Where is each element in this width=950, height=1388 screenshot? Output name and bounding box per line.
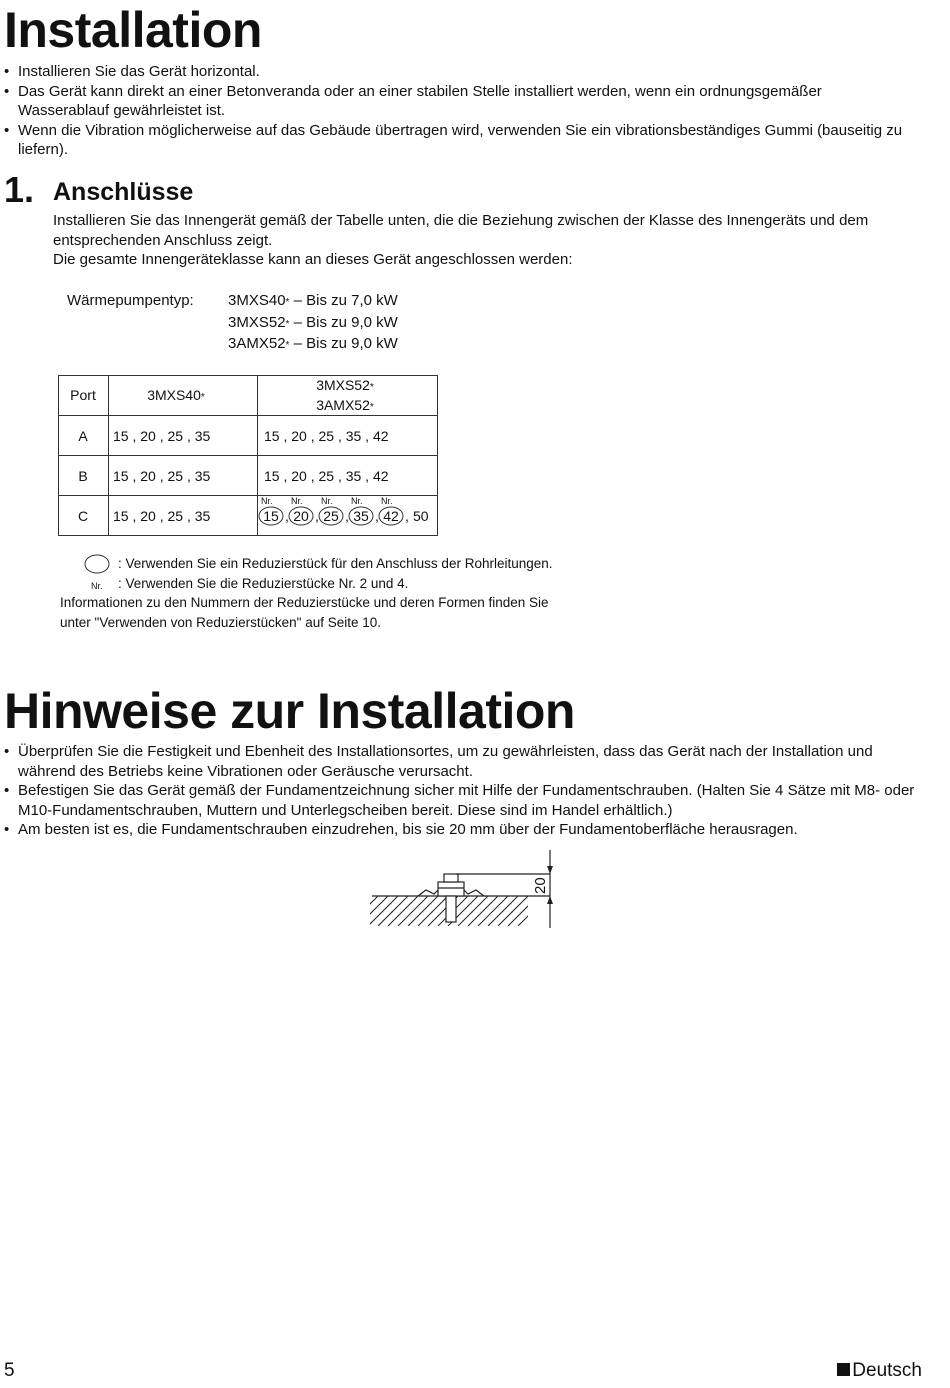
table-cell-circled-values [259,496,429,525]
circled-value: 20 [293,508,309,524]
port-table [0,0,950,650]
bolt-shaft-icon [446,896,456,922]
table-legend [60,554,620,632]
legend-info: Informationen zu den Nummern der Reduzierstücke und deren Formen finden Sie unter "Verwenden von Reduzierstücken" auf Seite 10. [60,595,549,630]
anschluesse-paragraph-1: Installieren Sie das Innengerät gemäß der Tabelle unten, die die Beziehung zwischen der Klasse des Innengeräts und dem entsprechenden Anschluss zeigt. [53,212,869,249]
legend-circle-text: : Verwenden Sie ein Reduzierstück für den Anschluss der Rohrleitungen. [118,556,553,571]
installation-bullet: • Wenn die Vibration möglicherweise auf das Gebäude übertragen wird, verwenden Sie ein vibrationsbeständiges Gummi (bauseitig zu liefern). [0,121,915,160]
separator-comma: , [375,508,379,524]
separator-comma: , [345,508,349,524]
nr-label: Nr. [351,496,363,506]
table-cell: 15 , 20 , 25 , 35 , 42 [264,428,389,444]
dimension-arrow-icon [547,896,553,904]
page-title-installation: Installation [4,2,262,58]
table-cell: 15 , 20 , 25 , 35 [113,428,211,444]
hinweise-bullet: • Am besten ist es, die Fundamentschrauben einzudrehen, bis sie 20 mm über der Fundamentoberfläche herausragen. [0,820,930,840]
page-title-hinweise: Hinweise zur Installation [4,683,575,739]
anschluesse-paragraph-2: Die gesamte Innengeräteklasse kann an dieses Gerät angeschlossen werden: [53,251,573,268]
ground-hatch [368,896,558,926]
nr-label: Nr. [261,496,273,506]
section-title-anschluesse: Anschlüsse [53,178,194,206]
circled-tail-value: 50 [413,508,429,524]
hinweise-bullet: • Befestigen Sie das Gerät gemäß der Fundamentzeichnung sicher mit Hilfe der Fundamentschrauben. (Halten Sie 4 Sätze mit M8- oder M10-Fundamentschrauben, Muttern und Unterlegscheiben bereit. Diese sind im Handel erhältlich.) [0,781,930,820]
nr-label: Nr. [291,496,303,506]
heatpump-type-item: 3AMX52* – Bis zu 9,0 kW [228,335,398,352]
circled-value: 25 [323,508,339,524]
separator-comma: , [285,508,289,524]
table-header-3mxs40: 3MXS40* [147,387,205,403]
hinweise-bullet-list [0,742,930,840]
circled-value: 15 [263,508,279,524]
separator-comma: , [315,508,319,524]
square-bullet-icon [837,1363,850,1376]
table-cell: 15 , 20 , 25 , 35 [113,468,211,484]
page-number: 5 [4,1360,15,1381]
table-header-3mxs52: 3MXS52* [316,377,374,393]
legend-nr-label: Nr. [91,581,103,591]
separator-comma: , [405,508,409,524]
circled-value: 42 [383,508,399,524]
unit-base-left [418,890,438,896]
unit-base-right [464,890,484,896]
nr-label: Nr. [381,496,393,506]
dimension-arrow-icon [547,866,553,874]
bolt-head-icon [444,874,458,882]
dimension-label: 20 [532,877,549,894]
foundation-bolt-figure [368,848,568,932]
nut-icon [438,882,464,896]
footer-language: Deutsch [837,1360,922,1382]
section-number: 1. [4,169,35,210]
heatpump-type-label: Wärmepumpentyp: [67,292,194,309]
table-header-3amx52: 3AMX52* [316,397,374,413]
hinweise-bullet: • Überprüfen Sie die Festigkeit und Ebenheit des Installationsortes, um zu gewährleisten, dass das Gerät nach der Installation und während des Betriebs keine Vibrationen oder Geräusche verursacht. [0,742,930,781]
nr-label: Nr. [321,496,333,506]
table-port-a: A [78,428,88,444]
installation-bullet: • Das Gerät kann direkt an einer Betonveranda oder an einer stabilen Stelle installiert werden, wenn ein ordnungsgemäßer Wasserablauf gewährleistet ist. [0,82,915,121]
table-port-b: B [78,468,88,484]
heatpump-type-item: 3MXS52* – Bis zu 9,0 kW [228,313,398,331]
table-cell: 15 , 20 , 25 , 35 , 42 [264,468,389,484]
legend-nr-text: : Verwenden Sie die Reduzierstücke Nr. 2 und 4. [118,575,409,591]
installation-bullet: • Installieren Sie das Gerät horizontal. [0,62,915,82]
circled-value: 35 [353,508,369,524]
table-cell: 15 , 20 , 25 , 35 [113,508,211,524]
heatpump-type-item: 3MXS40* – Bis zu 7,0 kW [228,292,398,309]
table-header-port: Port [70,387,96,403]
table-port-c: C [77,508,89,524]
